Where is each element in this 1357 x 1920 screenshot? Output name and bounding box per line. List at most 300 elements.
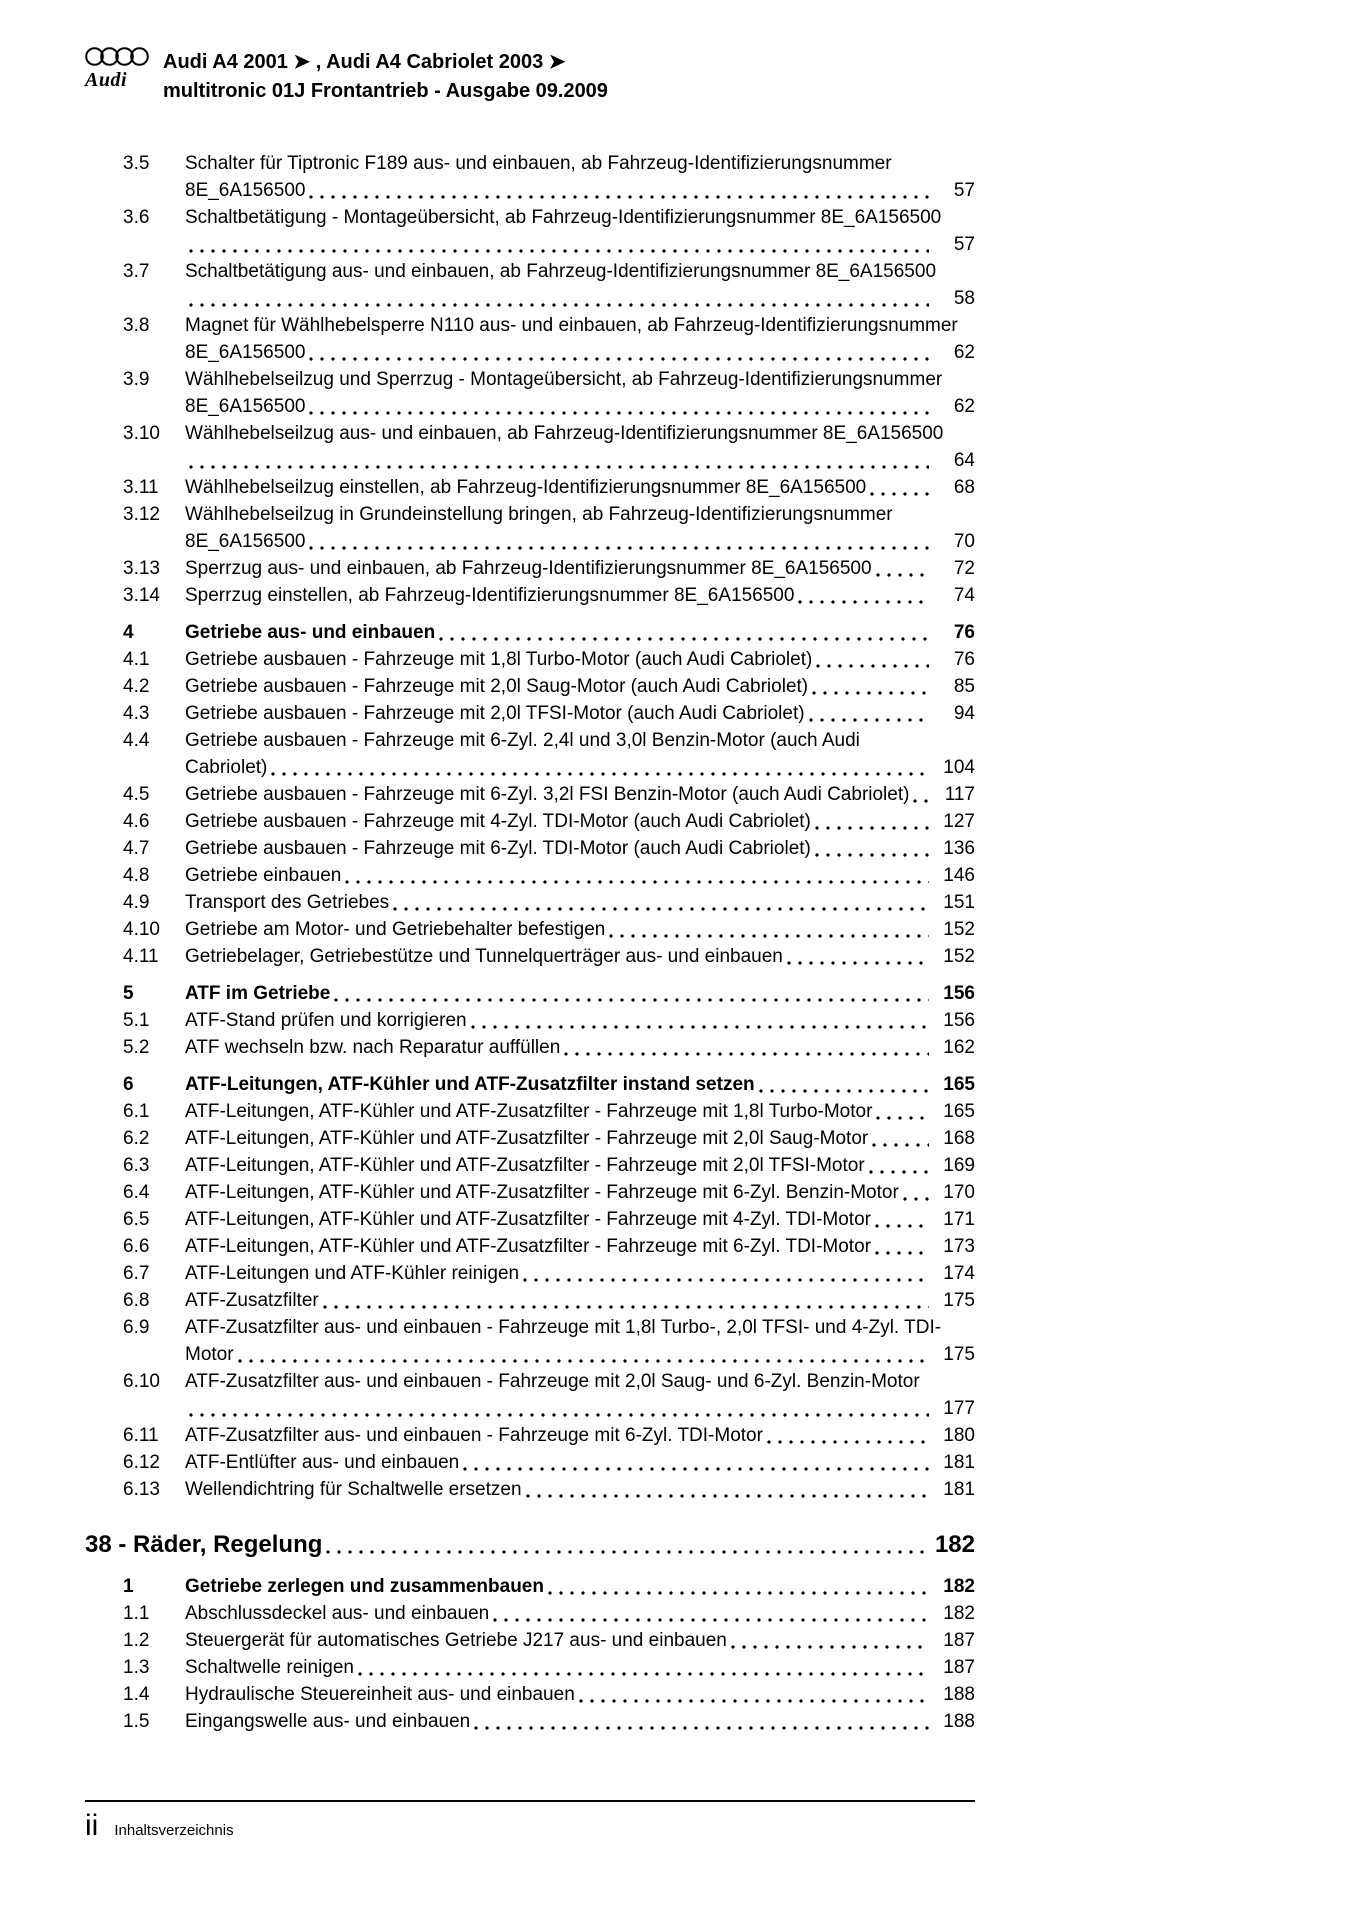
toc-entry [85, 1476, 975, 1503]
toc-entry-last-line [185, 555, 975, 582]
toc-entry-text: Sperrzug aus- und einbauen, ab Fahrzeug-Identifizierungsnummer 8E_6A156500 [185, 558, 872, 579]
toc-entry-page: 156 [943, 983, 975, 1004]
toc-entry [85, 1627, 975, 1654]
toc-entry-last-line [185, 1449, 975, 1476]
toc-entry [85, 727, 975, 781]
toc-entry-last-line [185, 1125, 975, 1152]
toc-entry-number: 6 [123, 1074, 134, 1095]
toc-entry-number: 1.4 [123, 1684, 150, 1705]
toc-entry-text: ATF-Leitungen und ATF-Kühler reinigen [185, 1263, 520, 1284]
toc-entry-last-line [185, 619, 975, 646]
toc-entry-last-line [185, 943, 975, 970]
toc-entry-page: 182 [943, 1576, 975, 1597]
toc-entry-last-line [185, 700, 975, 727]
toc-entry-text: ATF-Leitungen, ATF-Kühler und ATF-Zusatzfilter - Fahrzeuge mit 2,0l Saug-Motor [185, 1128, 869, 1149]
toc-entry [85, 808, 975, 835]
toc-entry-number: 1.5 [123, 1711, 150, 1732]
dot-leader [767, 1440, 929, 1444]
toc-entry-text: Getriebe ausbauen - Fahrzeuge mit 2,0l Saug-Motor (auch Audi Cabriolet) [185, 676, 809, 697]
toc-entry-text: 8E_6A156500 [185, 531, 306, 552]
toc-entry [85, 1152, 975, 1179]
dot-leader [309, 357, 929, 361]
toc-entry [85, 943, 975, 970]
toc-entry-body [185, 808, 975, 835]
toc-entry-number: 4.8 [123, 865, 150, 886]
toc-entry-number: 6.3 [123, 1155, 150, 1176]
toc-entry-page: 174 [943, 1263, 975, 1284]
toc-entry [85, 646, 975, 673]
toc-entry-body [185, 1260, 975, 1287]
toc-entry-last-line [185, 1007, 975, 1034]
toc-entry-page: 94 [953, 703, 975, 724]
toc-entry-last-line [185, 1206, 975, 1233]
toc-entry-text: Steuergerät für automatisches Getriebe J217 aus- und einbauen [185, 1630, 727, 1651]
toc-entry-last-line [185, 1233, 975, 1260]
toc-entry-last-line [185, 835, 975, 862]
toc-entry-text-line: Schalter für Tiptronic F189 aus- und einbauen, ab Fahrzeug-Identifizierungsnummer [185, 153, 892, 174]
toc-entry-text: ATF-Leitungen, ATF-Kühler und ATF-Zusatzfilter - Fahrzeuge mit 6-Zyl. TDI-Motor [185, 1236, 871, 1257]
toc-entry-last-line [185, 231, 975, 258]
toc-entry-number: 3.8 [123, 315, 150, 336]
toc-entry-text: Wählhebelseilzug einstellen, ab Fahrzeug-Identifizierungsnummer 8E_6A156500 [185, 477, 867, 498]
toc-entry-last-line [185, 673, 975, 700]
toc-entry-page: 64 [953, 450, 975, 471]
toc-entry-last-line [185, 1476, 975, 1503]
toc-entry-page: 76 [953, 649, 975, 670]
toc-entry-body [185, 1007, 975, 1034]
toc-entry-last-line [185, 1600, 975, 1627]
toc-entry [85, 1422, 975, 1449]
toc-entry-page: 68 [953, 477, 975, 498]
toc-entry-last-line [185, 1708, 975, 1735]
toc-entry-text: Getriebe einbauen [185, 865, 342, 886]
toc-entry-text: Getriebe aus- und einbauen [185, 622, 436, 643]
dot-leader [609, 934, 929, 938]
dot-leader [876, 573, 929, 577]
toc-entry-text: Cabriolet) [185, 757, 268, 778]
toc-entry-page: 152 [943, 946, 975, 967]
toc-entry-text: Hydraulische Steuereinheit aus- und einbauen [185, 1684, 575, 1705]
toc-entry-page: 72 [953, 558, 975, 579]
toc-entry-text: Wellendichtring für Schaltwelle ersetzen [185, 1479, 522, 1500]
toc-entry [85, 1287, 975, 1314]
toc-entry-text: ATF-Zusatzfilter [185, 1290, 319, 1311]
toc-entry-body [185, 1071, 975, 1098]
toc-entry [85, 1260, 975, 1287]
toc-entry-page: 58 [953, 288, 975, 309]
toc-entry-text: ATF-Leitungen, ATF-Kühler und ATF-Zusatzfilter instand setzen [185, 1074, 755, 1095]
toc-entry-body [185, 889, 975, 916]
dot-leader [731, 1645, 929, 1649]
page-header [85, 46, 608, 106]
dot-leader [439, 637, 929, 641]
toc-entry-text: Abschlussdeckel aus- und einbauen [185, 1603, 490, 1624]
toc-entry-number: 3.12 [123, 504, 160, 525]
toc-entry-body [185, 582, 975, 609]
toc-entry-page: 181 [943, 1452, 975, 1473]
footer-label: Inhaltsverzeichnis [114, 1822, 234, 1839]
toc-entry-number: 6.12 [123, 1452, 160, 1473]
toc-entry [85, 781, 975, 808]
toc-entry [85, 889, 975, 916]
dot-leader [579, 1699, 929, 1703]
footer-page-number: ii [85, 1809, 99, 1842]
dot-leader [189, 303, 929, 307]
toc-entry-page: 85 [953, 676, 975, 697]
toc-entry-text: Transport des Getriebes [185, 892, 390, 913]
toc-entry-text-line: Wählhebelseilzug aus- und einbauen, ab Fahrzeug-Identifizierungsnummer 8E_6A156500 [185, 423, 944, 444]
toc-entry-page: 170 [943, 1182, 975, 1203]
toc-entry [85, 1034, 975, 1061]
toc-entry [85, 258, 975, 312]
toc-entry-number: 1 [123, 1576, 134, 1597]
toc-entry-text-line: Getriebe ausbauen - Fahrzeuge mit 6-Zyl. 2,4l und 3,0l Benzin-Motor (auch Audi [185, 730, 860, 751]
dot-leader [798, 600, 929, 604]
toc-entry-number: 3.11 [123, 477, 159, 498]
toc-entry-last-line [185, 339, 975, 366]
toc-entry-text-line: ATF-Zusatzfilter aus- und einbauen - Fahrzeuge mit 1,8l Turbo-, 2,0l TFSI- und 4-Zyl. TDI- [185, 1317, 942, 1338]
dot-leader [345, 880, 929, 884]
toc-entry-text: Getriebe am Motor- und Getriebehalter befestigen [185, 919, 606, 940]
toc-entry-page: 57 [953, 180, 975, 201]
toc-entry [85, 1233, 975, 1260]
toc-entry [85, 150, 975, 204]
toc-entry-page: 175 [943, 1344, 975, 1365]
toc-entry-body [185, 150, 975, 204]
toc-entry [85, 1654, 975, 1681]
toc-entry-page: 169 [943, 1155, 975, 1176]
toc-entry [85, 619, 975, 646]
toc-entry-body [185, 980, 975, 1007]
toc-entry-body [185, 943, 975, 970]
toc-entry-page: 151 [943, 892, 975, 913]
toc-entry-page: 171 [943, 1209, 975, 1230]
toc-entry-number: 3.5 [123, 153, 150, 174]
toc-entry-number: 5.2 [123, 1037, 150, 1058]
toc-entry [85, 1449, 975, 1476]
toc-entry-body [185, 1233, 975, 1260]
toc-entry [85, 1573, 975, 1600]
toc-entry-last-line [185, 177, 975, 204]
dot-leader [564, 1052, 929, 1056]
toc-entry-page: 104 [943, 757, 975, 778]
dot-leader [189, 1413, 929, 1417]
toc-entry-number: 4.11 [123, 946, 159, 967]
audi-rings-icon [85, 46, 149, 69]
toc-entry-page: 70 [953, 531, 975, 552]
toc-entry [85, 673, 975, 700]
toc-entry-body [185, 312, 975, 366]
dot-leader [526, 1494, 929, 1498]
toc-entry-page: 62 [953, 396, 975, 417]
toc-entry-body [185, 420, 975, 474]
toc-entry-text-line: Wählhebelseilzug in Grundeinstellung bringen, ab Fahrzeug-Identifizierungsnummer [185, 504, 893, 525]
toc-entry-number: 3.10 [123, 423, 160, 444]
toc-entry-number: 4.7 [123, 838, 150, 859]
dot-leader [238, 1359, 929, 1363]
toc-entry-number: 6.5 [123, 1209, 150, 1230]
toc-entry-number: 4.10 [123, 919, 160, 940]
toc-entry-number: 3.7 [123, 261, 150, 282]
toc-entry-last-line [185, 1573, 975, 1600]
toc-entry [85, 1125, 975, 1152]
toc-entry-body [185, 700, 975, 727]
toc-entry-number: 6.1 [123, 1101, 150, 1122]
dot-leader [903, 1197, 929, 1201]
toc-entry-text: Getriebelager, Getriebestütze und Tunnelquerträger aus- und einbauen [185, 946, 783, 967]
toc-entry-text-line: Schaltbetätigung - Montageübersicht, ab Fahrzeug-Identifizierungsnummer 8E_6A156500 [185, 207, 942, 228]
toc-entry-body [185, 1476, 975, 1503]
toc-entry-text: Motor [185, 1344, 234, 1365]
toc-entry-number: 3.9 [123, 369, 150, 390]
toc-entry-last-line [185, 1179, 975, 1206]
toc-entry [85, 1681, 975, 1708]
toc-entry-text: 8E_6A156500 [185, 180, 306, 201]
toc-entry-page: 76 [953, 622, 975, 643]
toc-entry-text-line: Wählhebelseilzug und Sperrzug - Montageübersicht, ab Fahrzeug-Identifizierungsnummer [185, 369, 943, 390]
toc-entry [85, 501, 975, 555]
dot-leader [815, 826, 929, 830]
toc-entry [85, 980, 975, 1007]
toc-entry-number: 6.13 [123, 1479, 160, 1500]
toc-entry-body [185, 1573, 975, 1600]
toc-entry-page: 117 [944, 784, 975, 805]
toc-entry-number: 6.8 [123, 1290, 150, 1311]
dot-leader [876, 1116, 929, 1120]
toc-entry-page: 127 [943, 811, 975, 832]
toc-entry-body [185, 619, 975, 646]
toc-entry-body [185, 1206, 975, 1233]
toc-entry-number: 3.14 [123, 585, 160, 606]
toc-entry-body [185, 1654, 975, 1681]
toc-entry-last-line [185, 1152, 975, 1179]
dot-leader [474, 1726, 929, 1730]
dot-leader [309, 411, 929, 415]
toc-entry-body [185, 646, 975, 673]
audi-wordmark: Audi [85, 69, 128, 91]
toc-entry-page: 188 [943, 1684, 975, 1705]
toc-entry-number: 1.3 [123, 1657, 150, 1678]
dot-leader [913, 799, 929, 803]
header-model-line: Audi A4 2001 ➤ , Audi A4 Cabriolet 2003 ➤ [163, 51, 566, 73]
toc-entry-body [185, 1449, 975, 1476]
toc-entry [85, 1708, 975, 1735]
toc-entry-body [185, 1152, 975, 1179]
toc-entry-number: 6.7 [123, 1263, 150, 1284]
dot-leader [869, 1170, 929, 1174]
toc-entry-last-line [185, 862, 975, 889]
toc-entry-page: 175 [943, 1290, 975, 1311]
toc-entry-text-line: Magnet für Wählhebelsperre N110 aus- und einbauen, ab Fahrzeug-Identifizierungsnummer [185, 315, 958, 336]
toc-entry-last-line [185, 754, 975, 781]
dot-leader [471, 1025, 929, 1029]
toc-entry-text: Getriebe ausbauen - Fahrzeuge mit 1,8l Turbo-Motor (auch Audi Cabriolet) [185, 649, 813, 670]
toc-entry-body [185, 1368, 975, 1422]
toc-entry-body [185, 862, 975, 889]
toc-entry-text: Eingangswelle aus- und einbauen [185, 1711, 471, 1732]
toc-chapter-page: 182 [934, 1531, 975, 1558]
toc-entry-last-line [185, 1260, 975, 1287]
toc-entry-text: ATF-Leitungen, ATF-Kühler und ATF-Zusatzfilter - Fahrzeuge mit 2,0l TFSI-Motor [185, 1155, 865, 1176]
toc-entry-text: ATF-Stand prüfen und korrigieren [185, 1010, 467, 1031]
toc-entry-body [185, 1422, 975, 1449]
toc-entry-number: 4 [123, 622, 134, 643]
dot-leader [816, 664, 929, 668]
toc-entry-body [185, 781, 975, 808]
toc-entry-text: ATF im Getriebe [185, 983, 331, 1004]
toc-entry-last-line [185, 582, 975, 609]
dot-leader [463, 1467, 929, 1471]
toc-entry-number: 5.1 [123, 1010, 150, 1031]
toc-entry-text: 8E_6A156500 [185, 396, 306, 417]
toc-entry-number: 6.10 [123, 1371, 160, 1392]
toc-entry-body [185, 1287, 975, 1314]
toc-entry [85, 862, 975, 889]
dot-leader [875, 1224, 929, 1228]
toc-entry-last-line [185, 980, 975, 1007]
dot-leader [323, 1305, 929, 1309]
dot-leader [787, 961, 929, 965]
toc-entry-last-line [185, 1422, 975, 1449]
dot-leader [358, 1672, 929, 1676]
toc-entry-text: Getriebe ausbauen - Fahrzeuge mit 6-Zyl. 3,2l FSI Benzin-Motor (auch Audi Cabriolet) [185, 784, 910, 805]
toc-entry-text: Getriebe ausbauen - Fahrzeuge mit 4-Zyl. TDI-Motor (auch Audi Cabriolet) [185, 811, 811, 832]
toc-entry-last-line [185, 808, 975, 835]
toc-entry-number: 5 [123, 983, 134, 1004]
toc-entry-page: 187 [943, 1630, 975, 1651]
toc-entry-body [185, 474, 975, 501]
toc-entry [85, 1179, 975, 1206]
toc-entry [85, 1007, 975, 1034]
toc-entry-number: 1.2 [123, 1630, 150, 1651]
toc-entry-last-line [185, 1395, 975, 1422]
toc-entry [85, 1368, 975, 1422]
toc-entry-number: 6.9 [123, 1317, 150, 1338]
toc-entry-page: 180 [943, 1425, 975, 1446]
toc-entry-last-line [185, 781, 975, 808]
toc-entry-number: 4.3 [123, 703, 150, 724]
toc-entry-page: 152 [943, 919, 975, 940]
dot-leader [815, 853, 929, 857]
toc-entry [85, 420, 975, 474]
toc-entry-text: ATF-Leitungen, ATF-Kühler und ATF-Zusatzfilter - Fahrzeuge mit 4-Zyl. TDI-Motor [185, 1209, 871, 1230]
toc-entry-page: 146 [943, 865, 975, 886]
dot-leader [870, 492, 929, 496]
toc-entry-body [185, 673, 975, 700]
toc-entry-page: 162 [943, 1037, 975, 1058]
toc-entry-body [185, 1098, 975, 1125]
toc-entry [85, 1206, 975, 1233]
page-footer [85, 1800, 975, 1842]
toc-entry-text: ATF-Entlüfter aus- und einbauen [185, 1452, 460, 1473]
header-text [163, 46, 608, 106]
toc-entry-page: 165 [943, 1101, 975, 1122]
toc-entry-page: 165 [943, 1074, 975, 1095]
toc-entry-body [185, 1125, 975, 1152]
toc-entry-last-line [185, 646, 975, 673]
toc-entry-last-line [185, 1341, 975, 1368]
toc-entry-last-line [185, 889, 975, 916]
toc-entry-body [185, 1681, 975, 1708]
toc-entry-body [185, 1708, 975, 1735]
dot-leader [493, 1618, 929, 1622]
toc-entry-last-line [185, 1627, 975, 1654]
toc-entry-number: 6.6 [123, 1236, 150, 1257]
toc-entry-body [185, 204, 975, 258]
toc-entry-number: 6.11 [123, 1425, 159, 1446]
toc-entry [85, 1071, 975, 1098]
toc-entry-page: 156 [943, 1010, 975, 1031]
toc-entry-last-line [185, 474, 975, 501]
toc-entry-last-line [185, 393, 975, 420]
toc-entry-page: 62 [953, 342, 975, 363]
audi-logo [85, 46, 149, 91]
toc-entry-text: ATF wechseln bzw. nach Reparatur auffüllen [185, 1037, 561, 1058]
dot-leader [809, 718, 929, 722]
toc-entry-last-line [185, 1287, 975, 1314]
toc-entry-number: 4.1 [123, 649, 150, 670]
toc-entry-number: 4.2 [123, 676, 150, 697]
toc-entry-number: 1.1 [123, 1603, 150, 1624]
toc-entry-page: 173 [943, 1236, 975, 1257]
toc-entry-body [185, 916, 975, 943]
toc-entry-body [185, 1600, 975, 1627]
toc-entry [85, 312, 975, 366]
dot-leader [523, 1278, 929, 1282]
toc-entry-number: 4.4 [123, 730, 150, 751]
dot-leader [872, 1143, 929, 1147]
toc-entry-body [185, 501, 975, 555]
toc-entry [85, 1098, 975, 1125]
toc-entry [85, 700, 975, 727]
dot-leader [326, 1550, 927, 1554]
toc-entry-last-line [185, 285, 975, 312]
toc-entry-body [185, 1627, 975, 1654]
dot-leader [309, 546, 929, 550]
toc-entry-number: 6.2 [123, 1128, 150, 1149]
dot-leader [334, 998, 929, 1002]
toc-entry [85, 204, 975, 258]
toc-entry-number: 4.9 [123, 892, 150, 913]
toc-entry-body [185, 727, 975, 781]
toc-entry-text-line: ATF-Zusatzfilter aus- und einbauen - Fahrzeuge mit 2,0l Saug- und 6-Zyl. Benzin-Motor [185, 1371, 920, 1392]
toc-entry-last-line [185, 916, 975, 943]
toc-entry-last-line [185, 1654, 975, 1681]
toc-entry [85, 366, 975, 420]
toc-entry-body [185, 1034, 975, 1061]
dot-leader [189, 465, 929, 469]
toc-entry-last-line [185, 1681, 975, 1708]
toc-entry-last-line [185, 1098, 975, 1125]
toc-entry-page: 182 [943, 1603, 975, 1624]
dot-leader [189, 249, 929, 253]
toc-entry [85, 1600, 975, 1627]
toc-entry-last-line [185, 1071, 975, 1098]
toc-chapter-row [85, 1529, 975, 1561]
toc-entry-page: 188 [943, 1711, 975, 1732]
dot-leader [812, 691, 929, 695]
toc-entry-page: 177 [943, 1398, 975, 1419]
dot-leader [875, 1251, 929, 1255]
toc-entry-page: 136 [943, 838, 975, 859]
toc-entry-text: Getriebe ausbauen - Fahrzeuge mit 6-Zyl. TDI-Motor (auch Audi Cabriolet) [185, 838, 811, 859]
dot-leader [393, 907, 929, 911]
toc-entry-text: Getriebe zerlegen und zusammenbauen [185, 1576, 544, 1597]
toc-entry [85, 1314, 975, 1368]
toc-entry-number: 3.13 [123, 558, 160, 579]
toc-entry-body [185, 366, 975, 420]
toc-entry-text: Schaltwelle reinigen [185, 1657, 354, 1678]
